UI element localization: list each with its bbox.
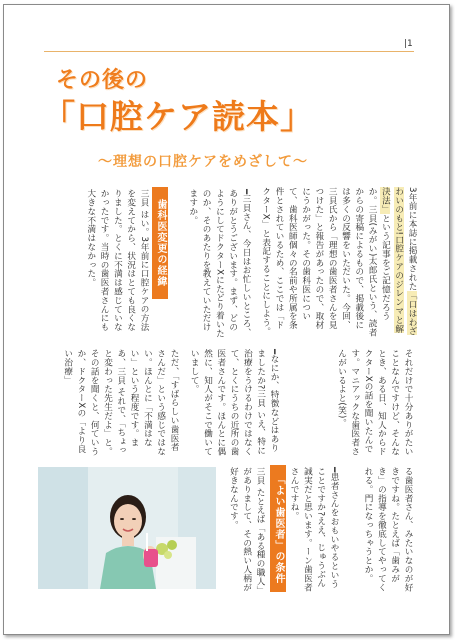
section2-col-a: 三貝 たとえば「ある種の職人」がありまして、 <box>241 467 265 591</box>
section2-col-g: 門になっちゃうとか。 <box>363 493 374 583</box>
intro-text: 3年前に本誌に掲載された「口はわざわいのもと!口腔ケアのジレンマと解決法」という記事をご記憶だろうか。三貝(みがい)太郎氏という、読者からの寄稿によるもので、掲載後には多くの反響をいただいた。今回、三貝氏から「理想の歯医者さんを見つけた」と報告があったので、取材にうかがった。その歯科医について、歯科医師個々の名前や所属を条件とされているため、ここでは「ドクターX」と表記することにしよう。 <box>260 187 417 337</box>
section1-body2-text: ただ、「すばらしい歯医者さんだ」という感じではない。ほんとに「不満はない」という程度です。まあ、 <box>115 349 179 456</box>
page-number-text: 1 <box>407 39 413 49</box>
intro-paragraph <box>256 187 418 337</box>
section2-col-f: る歯医者さん、みたいなのが好きですね。たとえば「歯みがき」の指導を徹底してやってくれる。 <box>363 467 413 592</box>
section1-col-c: その話を聞くと、何ていうか、ドクターXの「より良い治療」 <box>62 349 100 456</box>
highlighted-article-title: 「口はわざわいのもと!口腔ケアのジレンマと解決法」 <box>380 187 417 336</box>
page-number: |1 <box>404 39 413 49</box>
section1-col-b: 三貝 それで、「ちょっと変わった先生だよ」と。 <box>102 349 126 456</box>
interview-block-1 <box>182 189 252 339</box>
section-heading-1: 歯科医変更の経緯 <box>152 187 168 299</box>
section1-body-2 <box>40 349 180 459</box>
header-rule <box>44 51 414 52</box>
section2-col-c: ━患者さんをおもいやるということですか? <box>315 467 339 589</box>
section2-col-d: ええ、じゅうぶん誠実だと思います。 <box>302 467 326 588</box>
section2-col-b: その熱い人柄が好きなんです。 <box>228 467 252 592</box>
section-heading-2: 「よい歯医者」の条件 <box>270 465 286 592</box>
title-line-2: 「口腔ケア読本」 <box>42 97 314 136</box>
section2-right-block <box>344 467 414 592</box>
interview-question-3: ━なにか、特徴などはありましたか? <box>255 349 279 453</box>
document-page <box>3 4 450 635</box>
section2-mid-block <box>289 467 340 592</box>
interview-question-1: ━三貝さん、今日はお忙しいところ、ありがとうございます。 <box>227 189 251 337</box>
section2-col-e: ーン歯医者さんですね。 <box>289 467 313 592</box>
photo-woman-toothbrush <box>38 467 216 589</box>
section1-body <box>40 189 150 339</box>
title-line-1: その後の <box>56 68 149 93</box>
subtitle: 〜理想の口腔ケアをめざして〜 <box>98 154 308 170</box>
photo-illustration <box>38 467 216 589</box>
interview-block-2 <box>284 349 414 459</box>
interview-answer-1: まず、どのようにしてドクターXにたどり着いたのか、そのあたりを教えていただけますか。 <box>187 189 238 338</box>
section2-left-block <box>222 467 266 592</box>
interview-block-3 <box>184 349 280 459</box>
interview-answer-2: そんなとき、ある日、知人からドクターXの話を聞いたんです。マニアックな歯医者さんがいるよと(笑)。 <box>336 349 400 456</box>
interview-question-2: それだけで十分ありがたいことなんですけど、 <box>389 349 413 456</box>
section1-col-a: 三貝 いえ、特に治療をうけるわけではなくて、とくにうちの近所の歯医者さんです。ほんとに偶然に、知人がそこで働いていまして。 <box>189 349 266 456</box>
section1-body-text: 三貝 はい。3年前に口腔ケアの方法を変えてから、状況はとても良くなりました。とくに不満は感じていなかったです。当時の歯医者さんにも大きな不満はなかった。 <box>85 189 149 332</box>
